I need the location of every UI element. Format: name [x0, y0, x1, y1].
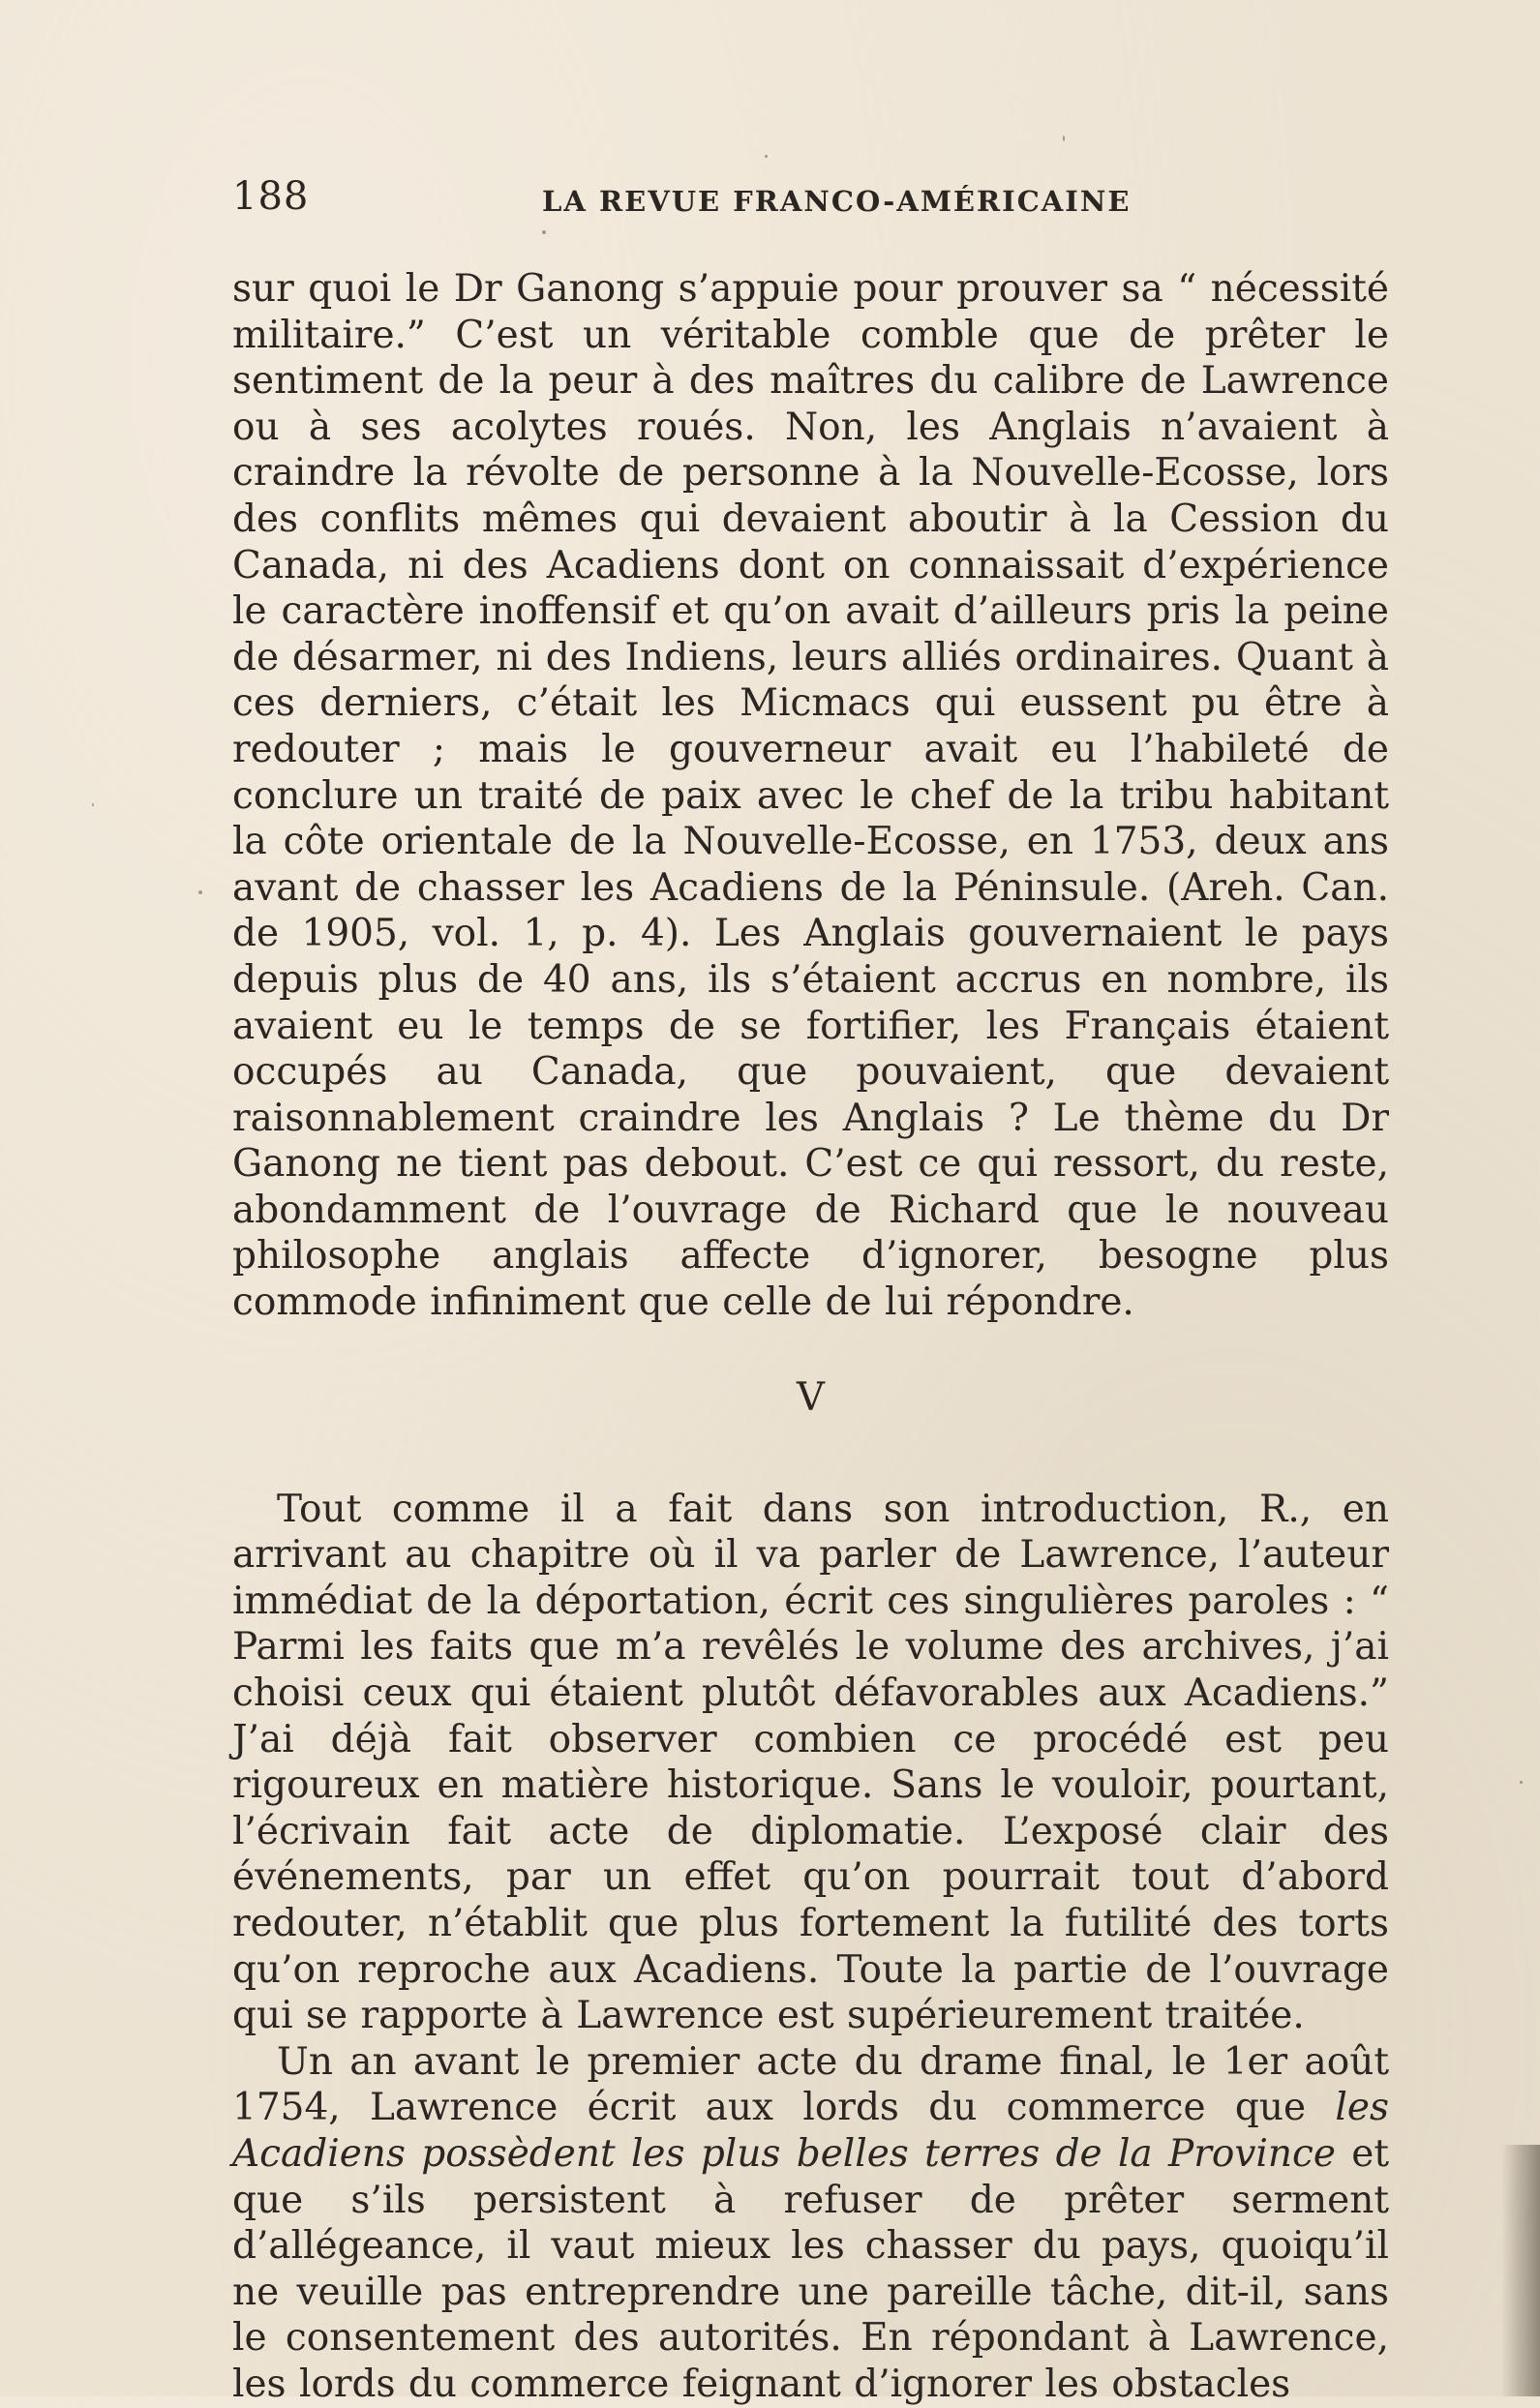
running-head [232, 172, 1389, 230]
paragraph-continued: sur quoi le Dr Ganong s’appuie pour prouver sa “ nécessité militaire.” C’est un véritable comble que de prêter le sentiment de la peur à des maîtres du calibre de Lawrence ou à ses acolytes roués. Non, les Anglais n’avaient à craindre la révolte de personne à la Nouvelle-Ecosse, lors des conflits mêmes qui devaient aboutir à la Cession du Canada, ni des Acadiens dont on connaissait d’expérience le caractère inoffensif et qu’on avait d’ailleurs pris la peine de désarmer, ni des Indiens, leurs alliés ordinaires. Quant à ces derniers, c’était les Micmacs qui eussent pu être à redouter ; mais le gouverneur avait eu l’habileté de conclure un traité de paix avec le chef de la tribu habitant la côte orientale de la Nouvelle-Ecosse, en 1753, deux ans avant de chasser les Acadiens de la Péninsule. (Areh. Can. de 1905, vol. 1, p. 4). Les Anglais gouvernaient le pays depuis plus de 40 ans, ils s’étaient accrus en nombre, ils avaient eu le temps de se fortifier, les Français étaient occupés au Canada, que pouvaient, que devaient raisonnablement craindre les Anglais ? Le thème du Dr Ganong ne tient pas debout. C’est ce qui ressort, du reste, abondamment de l’ouvrage de Richard que le nouveau philosophe anglais affecte d’ignorer, besogne plus commode infiniment que celle de lui répondre. [232, 267, 1389, 1325]
paper-speck [1520, 1781, 1523, 1784]
text-column [232, 266, 1389, 2408]
paragraph-text-end: et que s’ils persistent à refuser de prêter serment d’allégeance, il vaut mieux les chasser du pays, quoiqu’il ne veuille pas entreprendre une pareille tâche, dit-il, sans le consentement des autorités. En répondant à Lawrence, les lords du commerce feignant d’ignorer les obstacles [232, 2131, 1389, 2406]
paper-speck [92, 803, 94, 806]
italic-quote: les Acadiens possèdent les plus belles terres de la Province [232, 2086, 1389, 2176]
paper-speck [765, 155, 768, 158]
journal-title: LA REVUE FRANCO-AMÉRICAINE [542, 185, 1132, 218]
page-edge-shadow [1501, 2145, 1540, 2396]
page-number: 188 [232, 174, 310, 219]
paper-speck [198, 890, 202, 894]
section-heading: V [797, 1374, 825, 1420]
paragraph-text-start: Un an avant le premier acte du drame final, le 1er août 1754, Lawrence écrit aux lords du commerce que [232, 2039, 1389, 2130]
paragraph-un-an-avant [232, 2039, 1389, 2408]
paper-speck [542, 230, 546, 234]
paragraph-tout-comme: Tout comme il a fait dans son introduction, R., en arrivant au chapitre où il va parler de Lawrence, l’auteur immédiat de la déportation, écrit ces singulières paroles : “ Parmi les faits que m’a revêlés le volume des archives, j’ai choisi ceux qui étaient plutôt défavorables aux Acadiens.” J’ai déjà fait observer combien ce procédé est peu rigoureux en matière historique. Sans le vouloir, pourtant, l’écrivain fait acte de diplomatie. L’exposé clair des événements, par un effet qu’on pourrait tout d’abord redouter, n’établit que plus fortement la futilité des torts qu’on reproche aux Acadiens. Toute la partie de l’ouvrage qui se rapporte à Lawrence est supérieurement traitée. [232, 1487, 1389, 2038]
paper-speck [1063, 135, 1065, 141]
